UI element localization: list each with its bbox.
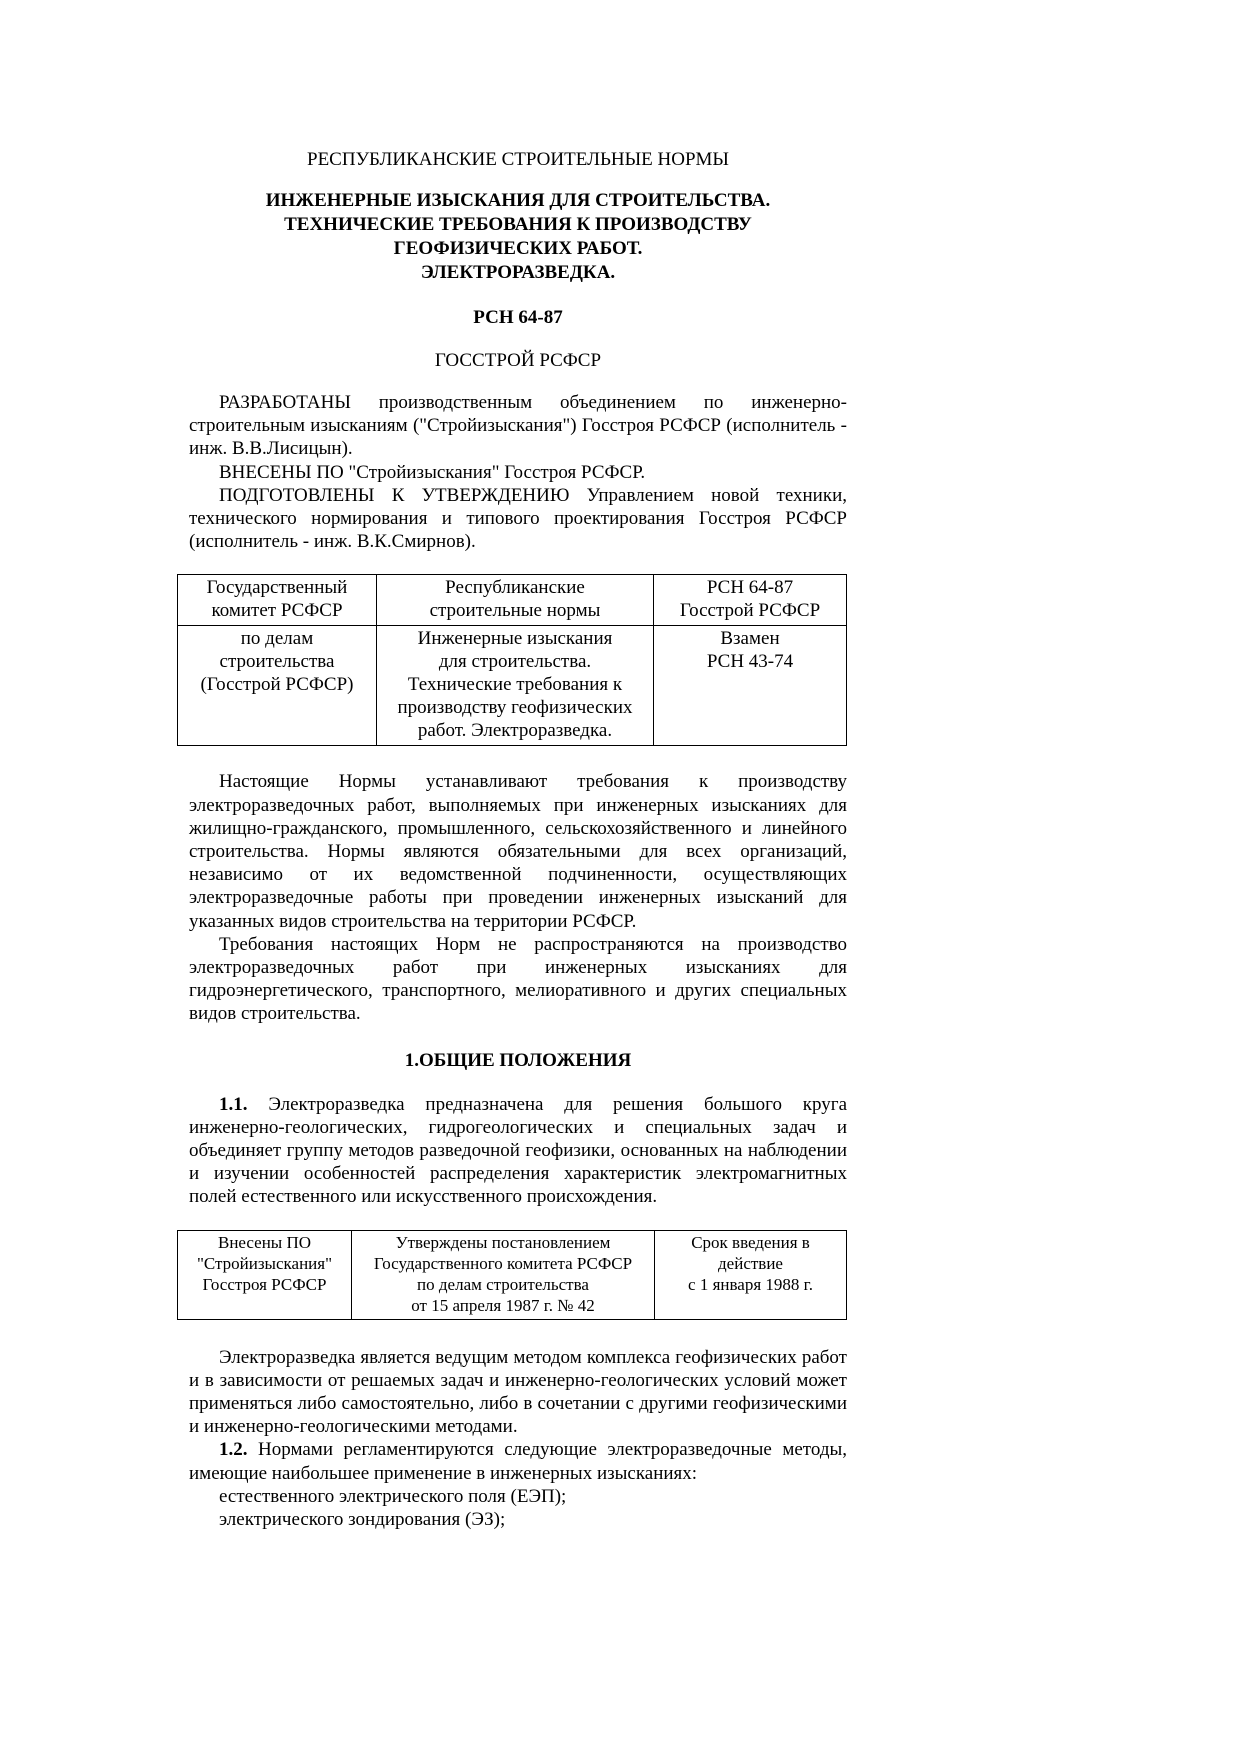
cell-line: Государственного комитета РСФСР bbox=[373, 1253, 633, 1273]
table-cell bbox=[352, 1230, 655, 1319]
cell-line: с 1 января 1988 г. bbox=[688, 1274, 813, 1294]
cell-line: РСН 43-74 bbox=[706, 651, 794, 673]
cell-line: Республиканские bbox=[445, 577, 585, 599]
cell-line: действие bbox=[718, 1253, 783, 1273]
section-paragraph bbox=[189, 1438, 847, 1484]
table-row bbox=[178, 1230, 847, 1319]
cell-line: Взамен bbox=[720, 628, 780, 650]
list-item: электрического зондирования (ЭЗ); bbox=[219, 1509, 506, 1531]
cell-line: Госстроя РСФСР bbox=[202, 1274, 327, 1294]
approval-table bbox=[177, 1230, 847, 1320]
table-cell bbox=[178, 575, 377, 626]
credits-developed: РАЗРАБОТАНЫ производственным объединением по инженерно-строительным изысканиям ("Стройизыскания") Госстроя РСФСР (исполнитель - инж. В.В.Лисицын). bbox=[189, 392, 847, 460]
cell-line: Технические требования к bbox=[407, 674, 623, 696]
cell-line: от 15 апреля 1987 г. № 42 bbox=[411, 1295, 595, 1315]
cell-line: Внесены ПО bbox=[217, 1232, 312, 1252]
document-title bbox=[189, 189, 847, 285]
intro-paragraph: Требования настоящих Норм не распространяются на производство электроразведочных работ при инженерных изысканиях для гидроэнергетического, транспортного, мелиоративного и других специальных видов строительства. bbox=[189, 933, 847, 1025]
section-continuation bbox=[189, 1346, 847, 1532]
cell-line: для строительства. bbox=[438, 651, 592, 673]
table-row bbox=[178, 575, 847, 626]
cell-line: производству геофизических bbox=[397, 697, 633, 719]
cell-line: Государственный bbox=[206, 577, 348, 599]
table-cell bbox=[655, 1230, 847, 1319]
norms-series: РЕСПУБЛИКАНСКИЕ СТРОИТЕЛЬНЫЕ НОРМЫ bbox=[307, 149, 729, 170]
section-heading: 1.ОБЩИЕ ПОЛОЖЕНИЯ bbox=[404, 1049, 632, 1071]
header-table bbox=[177, 574, 847, 746]
table-cell bbox=[377, 575, 654, 626]
document-code: РСН 64-87 bbox=[473, 307, 563, 328]
cell-line: Утверждены постановлением bbox=[395, 1232, 611, 1252]
title-line: ЭЛЕКТРОРАЗВЕДКА. bbox=[420, 262, 616, 283]
cell-line: (Госстрой РСФСР) bbox=[200, 674, 354, 696]
cell-line: по делам строительства bbox=[417, 1274, 589, 1294]
list-item: естественного электрического поля (ЕЭП); bbox=[219, 1485, 567, 1507]
paragraph-text: Нормами регламентируются следующие электроразведочные методы, имеющие наибольшее применение в инженерных изысканиях: bbox=[189, 1439, 847, 1484]
agency-name: ГОССТРОЙ РСФСР bbox=[434, 350, 602, 371]
cell-line: Срок введения в bbox=[691, 1232, 810, 1252]
cell-line: строительные нормы bbox=[429, 600, 601, 622]
cell-line: РСН 64-87 bbox=[706, 577, 794, 599]
intro-paragraph: Настоящие Нормы устанавливают требования к производству электроразведочных работ, выполняемых при инженерных изысканиях для жилищно-гражданского, промышленного, сельскохозяйственного и линейного строительства. Нормы являются обязательными для всех организаций, независимо от их ведомственной подчиненности, осуществляющих электроразведочные работы при проведении инженерных изысканий для указанных видов строительства на территории РСФСР. bbox=[189, 771, 847, 932]
cell-line: строительства bbox=[219, 651, 335, 673]
cell-line: по делам bbox=[240, 628, 314, 650]
table-row bbox=[178, 626, 847, 746]
paragraph-number: 1.1. bbox=[219, 1093, 248, 1115]
cell-line: Госстрой РСФСР bbox=[679, 600, 821, 622]
table-cell bbox=[654, 575, 847, 626]
document-page bbox=[189, 148, 847, 1531]
credits-introduced: ВНЕСЕНЫ ПО "Стройизыскания" Госстроя РСФСР. bbox=[219, 461, 646, 483]
table-cell bbox=[377, 626, 654, 746]
cell-line: Инженерные изыскания bbox=[417, 628, 613, 650]
credits-prepared: ПОДГОТОВЛЕНЫ К УТВЕРЖДЕНИЮ Управлением новой техники, технического нормирования и типового проектирования Госстроя РСФСР (исполнитель - инж. В.К.Смирнов). bbox=[189, 484, 847, 553]
title-line: ГЕОФИЗИЧЕСКИХ РАБОТ. bbox=[393, 238, 643, 259]
paragraph-number: 1.2. bbox=[219, 1439, 248, 1461]
table-cell bbox=[178, 626, 377, 746]
paragraph-text: Электроразведка предназначена для решения большого круга инженерно-геологических, гидрогеологических и специальных задач и объединяет группу методов разведочной геофизики, основанных на наблюдении и изучении особенностей распределения характеристик электромагнитных полей естественного или искусственного происхождения. bbox=[189, 1093, 847, 1208]
section-paragraph bbox=[189, 1093, 847, 1209]
cell-line: "Стройизыскания" bbox=[196, 1253, 333, 1273]
credits-block bbox=[189, 391, 847, 553]
title-line: ИНЖЕНЕРНЫЕ ИЗЫСКАНИЯ ДЛЯ СТРОИТЕЛЬСТВА. bbox=[265, 190, 771, 211]
table-cell bbox=[178, 1230, 352, 1319]
section-paragraph: Электроразведка является ведущим методом комплекса геофизических работ и в зависимости от решаемых задач и инженерно-геологических условий может применяться либо самостоятельно, либо в сочетании с другими геофизическими и инженерно-геологическими методами. bbox=[189, 1346, 847, 1438]
cell-line: комитет РСФСР bbox=[211, 600, 343, 622]
table-cell bbox=[654, 626, 847, 746]
cell-line: работ. Электроразведка. bbox=[417, 720, 613, 742]
intro-block bbox=[189, 770, 847, 1025]
title-line: ТЕХНИЧЕСКИЕ ТРЕБОВАНИЯ К ПРОИЗВОДСТВУ bbox=[284, 214, 752, 235]
